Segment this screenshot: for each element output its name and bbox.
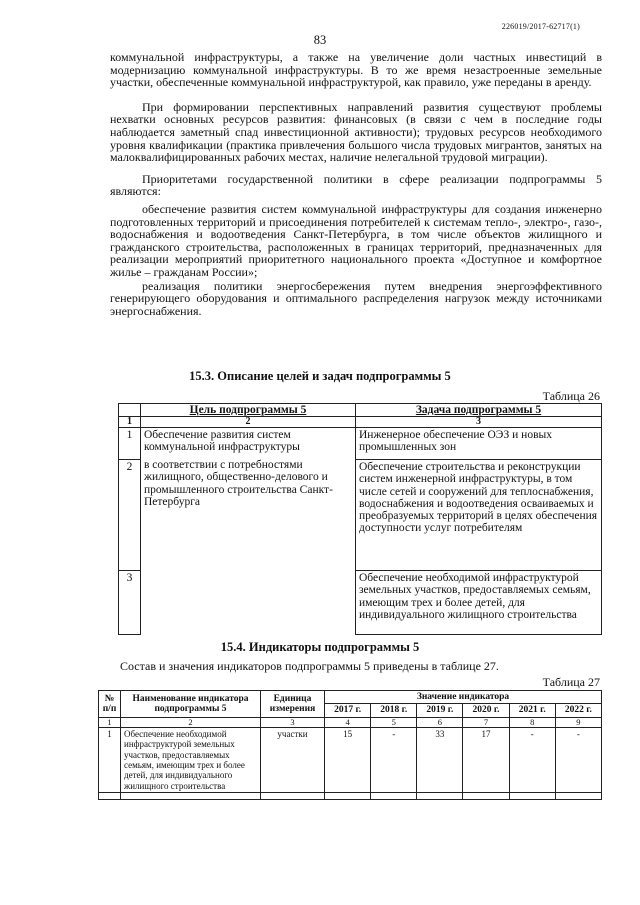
indicator-value-2020: 17 xyxy=(463,727,509,792)
table-header-value: Значение индикатора xyxy=(325,691,602,704)
task-cell: Обеспечение строительства и реконструкции систем инженерной инфраструктуры, в том числе сетей и сооружений для теплоснабжения, водоснабжения и водоотведения осваиваемых и преобразуемых территорий в целях обеспечения доступности услуг потребителям xyxy=(356,460,602,571)
year-header: 2022 г. xyxy=(555,704,601,717)
task-cell: Инженерное обеспечение ОЭЗ и новых промышленных зон xyxy=(356,428,602,460)
year-header: 2017 г. xyxy=(325,704,371,717)
body-text-block xyxy=(110,51,602,317)
indicator-name: Обеспечение необходимой инфраструктурой земельных участков, предоставляемых семьям, имеющим трех и более детей, для индивидуального жилищного строительства xyxy=(121,727,261,792)
table-label-26: Таблица 26 xyxy=(542,389,600,403)
table-header-num: № п/п xyxy=(99,691,121,718)
indicator-value-2019: 33 xyxy=(417,727,463,792)
year-header: 2021 г. xyxy=(509,704,555,717)
empty-cell xyxy=(417,793,463,800)
table-header-goal: Цель подпрограммы 5 xyxy=(141,404,356,417)
empty-cell xyxy=(99,793,121,800)
year-header: 2018 г. xyxy=(371,704,417,717)
empty-cell xyxy=(261,793,325,800)
table-index-cell: 2 xyxy=(121,717,261,727)
indicator-value-2018: - xyxy=(371,727,417,792)
indicators-intro: Состав и значения индикаторов подпрограммы 5 приведены в таблице 27. xyxy=(120,659,499,673)
row-number: 2 xyxy=(119,460,141,571)
goals-tasks-table xyxy=(118,403,602,635)
goal-text-part-2: в соответствии с потребностями жилищного, общественно-делового и промышленного строительства Санкт-Петербурга xyxy=(144,459,333,508)
table-row xyxy=(119,428,602,460)
paragraph: обеспечение развития систем коммунальной инфраструктуры для создания инженерно подготовленных территорий и присоединения потребителей к системам тепло-, электро-, газо-, водоснабжения и водоотведения Санкт-Петербурга, в том числе объектов жилищного и гражданского строительства, расположенных в границах территорий, предназначенных для реализации мероприятий приоритетного национального проекта «Доступное и комфортное жилье – гражданам России»; xyxy=(110,201,602,279)
indicators-table xyxy=(98,690,602,800)
table-index-cell: 4 xyxy=(325,717,371,727)
table-empty-row xyxy=(99,793,602,800)
empty-cell xyxy=(371,793,417,800)
empty-cell xyxy=(509,793,555,800)
indicator-value-2022: - xyxy=(555,727,601,792)
page-number: 83 xyxy=(313,33,327,47)
paragraph: коммунальной инфраструктуры, а также на увеличение доли частных инвестиций в модернизацию коммунальной инфраструктуры. В то же время незастроенные земельные участки, обеспеченные коммунальной инфраструктурой, как правило, уже переданы в аренду. xyxy=(110,50,602,90)
paragraph: При формировании перспективных направлений развития существуют проблемы нехватки основных ресурсов развития: финансовых (в связи с чем в последние годы наблюдается заметный спад инвестиционной активности); трудовых ресурсов необходимого уровня квалификации (практика привлечения большого числа трудовых мигрантов, занятых на малоквалифицированных рабочих местах, наличие нелегальной трудовой миграции). xyxy=(110,99,602,165)
table-index-row xyxy=(99,717,602,727)
table-index-cell: 1 xyxy=(99,717,121,727)
goal-cell xyxy=(141,428,356,635)
paragraph: реализация политики энергосбережения путем внедрения энергоэффективного генерирующего оборудования и оптимального распределения нагрузок между источниками энергоснабжения. xyxy=(110,278,602,318)
paragraph: Приоритетами государственной политики в сфере реализации подпрограммы 5 являются: xyxy=(110,171,602,199)
table-index-cell: 1 xyxy=(119,417,141,428)
empty-cell xyxy=(463,793,509,800)
table-index-cell: 5 xyxy=(371,717,417,727)
table-header-name: Наименование индикатора подпрограммы 5 xyxy=(121,691,261,718)
table-index-cell: 6 xyxy=(417,717,463,727)
goal-text-part-1: Обеспечение развития систем коммунальной инфраструктуры xyxy=(144,429,300,454)
table-header-row xyxy=(119,404,602,417)
empty-cell xyxy=(325,793,371,800)
year-header: 2020 г. xyxy=(463,704,509,717)
table-row xyxy=(99,727,602,792)
empty-cell xyxy=(121,793,261,800)
table-header-task: Задача подпрограммы 5 xyxy=(356,404,602,417)
table-index-cell: 3 xyxy=(356,417,602,428)
table-index-cell: 9 xyxy=(555,717,601,727)
indicator-value-2021: - xyxy=(509,727,555,792)
row-number: 1 xyxy=(99,727,121,792)
table-index-cell: 2 xyxy=(141,417,356,428)
table-index-cell: 8 xyxy=(509,717,555,727)
row-number: 1 xyxy=(119,428,141,460)
table-header-num xyxy=(119,404,141,417)
table-header-row xyxy=(99,691,602,704)
section-heading-15-4: 15.4. Индикаторы подпрограммы 5 xyxy=(220,640,420,654)
task-cell: Обеспечение необходимой инфраструктурой земельных участков, предоставляемых семьям, имеющим трех и более детей, для индивидуального жилищного строительства xyxy=(356,571,602,635)
indicator-unit: участки xyxy=(261,727,325,792)
table-index-cell: 7 xyxy=(463,717,509,727)
table-header-unit: Единица измерения xyxy=(261,691,325,718)
row-number: 3 xyxy=(119,571,141,635)
table-label-27: Таблица 27 xyxy=(542,675,600,689)
table-index-cell: 3 xyxy=(261,717,325,727)
indicator-value-2017: 15 xyxy=(325,727,371,792)
section-heading-15-3: 15.3. Описание целей и задач подпрограммы 5 xyxy=(189,369,451,383)
document-id: 226019/2017-62717(1) xyxy=(501,22,580,31)
empty-cell xyxy=(555,793,601,800)
year-header: 2019 г. xyxy=(417,704,463,717)
table-index-row xyxy=(119,417,602,428)
